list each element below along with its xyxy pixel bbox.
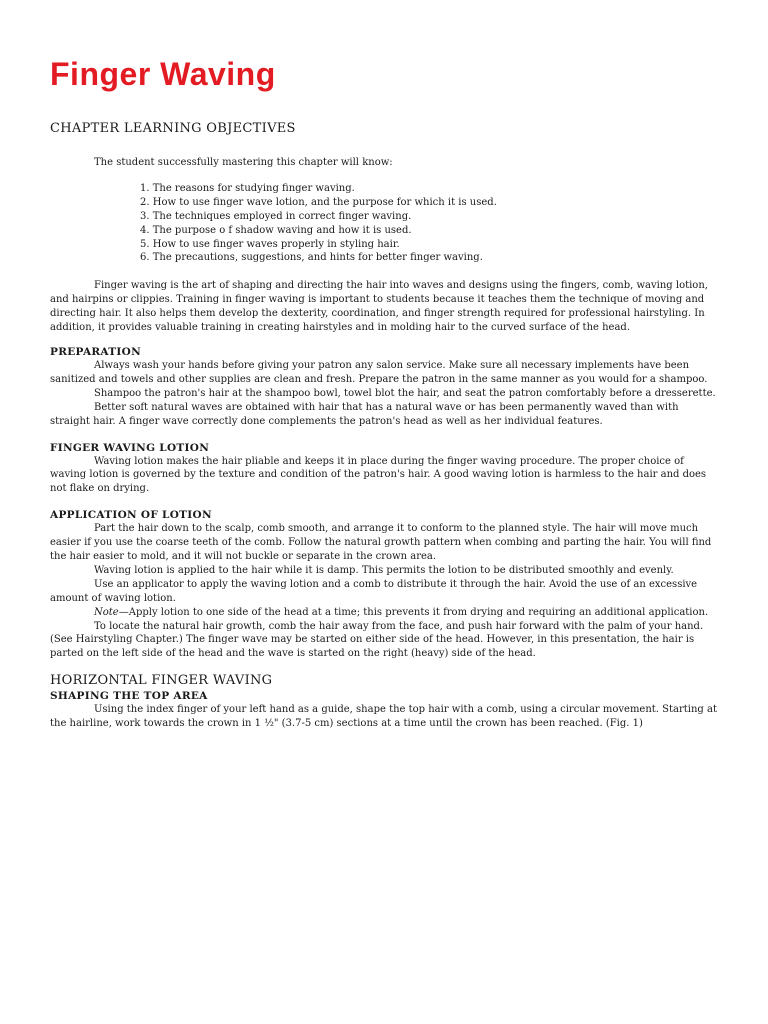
shaping-paragraph: Using the index finger of your left hand as a guide, shape the top hair with a comb, using a circular movement. Starting at the hairline, work towards the crown in 1 ½" (3.7-5 cm) sections at a time until the crown has been reached. (Fig. 1)	[50, 704, 717, 730]
objectives-list	[140, 182, 718, 265]
horizontal-waving-heading: HORIZONTAL FINGER WAVING	[50, 673, 273, 689]
preparation-paragraph: Shampoo the patron's hair at the shampoo bowl, towel blot the hair, and seat the patron comfortably before a dresserette.	[94, 387, 716, 399]
application-paragraph: Waving lotion is applied to the hair while it is damp. This permits the lotion to be distributed smoothly and evenly.	[94, 564, 674, 576]
body-text	[50, 120, 718, 731]
objective-item: 4. The purpose o f shadow waving and how it is used.	[140, 224, 412, 236]
chapter-objectives-heading: CHAPTER LEARNING OBJECTIVES	[50, 121, 296, 136]
objectives-intro: The student successfully mastering this chapter will know:	[94, 157, 393, 168]
application-paragraph: Use an applicator to apply the waving lotion and a comb to distribute it through the hair. Avoid the use of an excessive amount of waving lotion.	[50, 578, 698, 604]
objective-item: 1. The reasons for studying finger waving.	[140, 182, 355, 194]
application-heading: APPLICATION OF LOTION	[50, 509, 212, 522]
preparation-paragraph: Always wash your hands before giving your patron any salon service. Make sure all necessary implements have been sanitized and towels and other supplies are clean and fresh. Prepare the patron in the same manner as you would for a shampoo.	[50, 359, 708, 385]
preparation-paragraph: Better soft natural waves are obtained with hair that has a natural wave or has been permanently waved than with straight hair. A finger wave correctly done complements the patron's head as well as her individual features.	[50, 401, 679, 427]
shaping-top-subheading: SHAPING THE TOP AREA	[50, 690, 208, 703]
objective-item: 3. The techniques employed in correct finger waving.	[140, 210, 412, 222]
lotion-heading: FINGER WAVING LOTION	[50, 441, 210, 454]
objective-item: 5. How to use finger waves properly in styling hair.	[140, 238, 400, 250]
application-note	[50, 606, 718, 620]
objective-item: 6. The precautions, suggestions, and hints for better finger waving.	[140, 252, 483, 264]
application-paragraph: To locate the natural hair growth, comb the hair away from the face, and push hair forward with the palm of your hand. (See Hairstyling Chapter.) The finger wave may be started on either side of the head. However, in this presentation, the hair is parted on the left side of the head and the wave is started on the right (heavy) side of the head.	[50, 620, 704, 660]
objective-item: 2. How to use finger wave lotion, and the purpose for which it is used.	[140, 196, 497, 208]
note-label: Note	[94, 606, 119, 618]
page-title: Finger Waving	[50, 56, 276, 92]
preparation-heading: PREPARATION	[50, 345, 141, 358]
note-text: —Apply lotion to one side of the head at a time; this prevents it from drying and requiring an additional application.	[118, 606, 709, 618]
application-paragraph: Part the hair down to the scalp, comb smooth, and arrange it to conform to the planned style. The hair will move much easier if you use the coarse teeth of the comb. Follow the natural growth pattern when combing and parting the hair. You will find the hair easier to mold, and it will not buckle or separate in the crown area.	[50, 523, 712, 563]
lotion-paragraph: Waving lotion makes the hair pliable and keeps it in place during the finger waving procedure. The proper choice of waving lotion is governed by the texture and condition of the patron's hair. A good waving lotion is harmless to the hair and does not flake on drying.	[50, 455, 707, 495]
overview-paragraph: Finger waving is the art of shaping and directing the hair into waves and designs using the fingers, comb, waving lotion, and hairpins or clippies. Training in finger waving is important to students because it teaches them the technique of moving and directing hair. It also helps them develop the dexterity, coordination, and finger strength required for professional hairstyling. In addition, it provides valuable training in creating hairstyles and in molding hair to the curved surface of the head.	[50, 280, 708, 334]
